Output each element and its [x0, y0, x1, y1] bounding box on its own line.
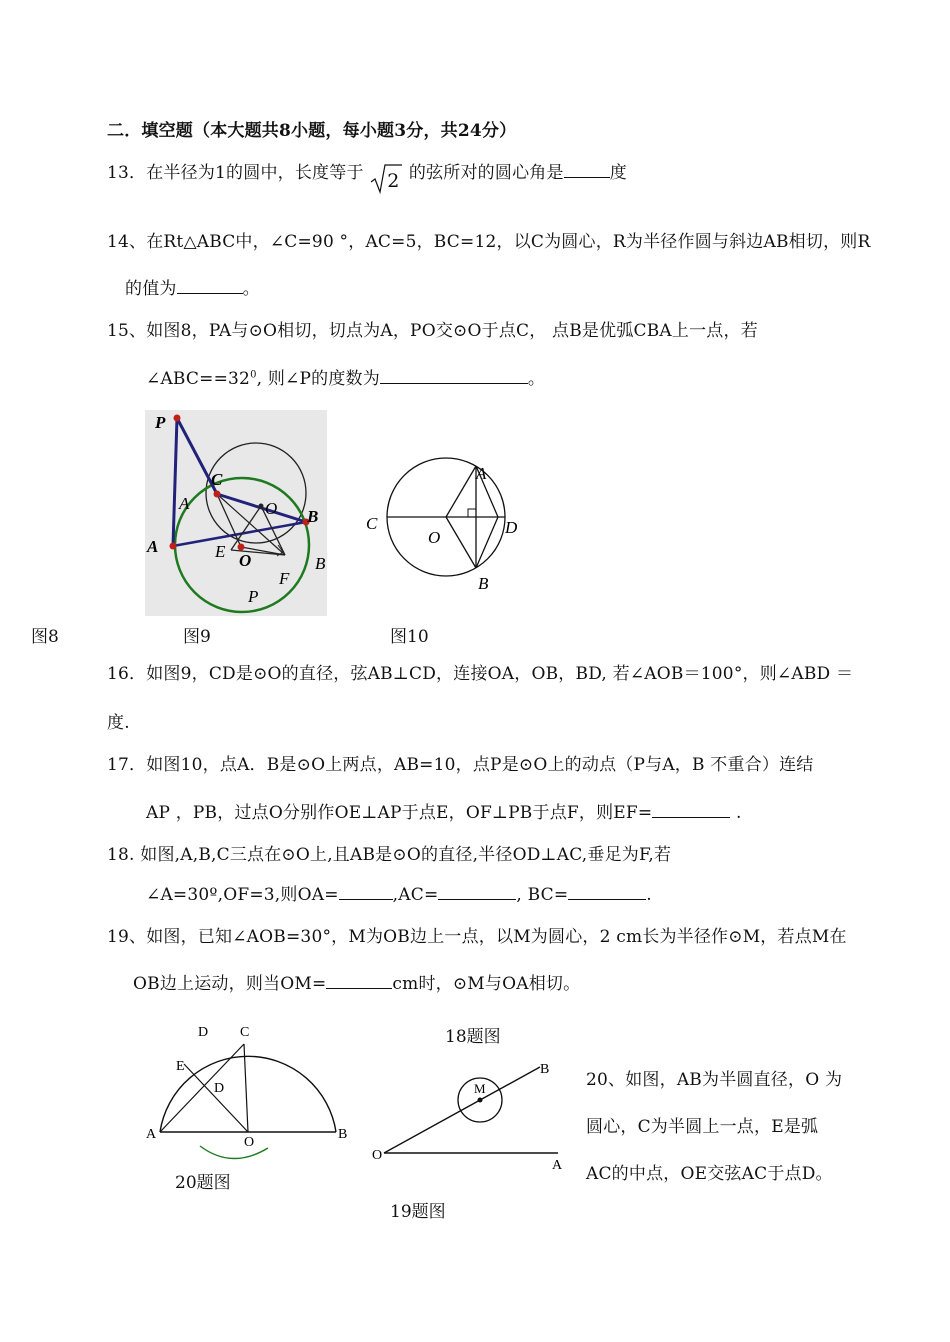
q18-line2	[146, 880, 652, 905]
q20-line1: 20、如图，AB为半圆直径，O 为	[586, 1070, 843, 1090]
q15-line2	[146, 364, 545, 389]
label-b: B	[338, 1127, 348, 1142]
q13-text-b: 的弦所对的圆心角是	[408, 163, 564, 183]
q19-line1: 19、如图，已知∠AOB=30°，M为OB边上一点，以M为圆心，2 cm长为半径作⊙M，若点M在	[107, 927, 847, 947]
label-a: A	[147, 537, 159, 556]
q15-text-c: 。	[527, 369, 546, 389]
point-c	[214, 491, 221, 498]
label-d-top: D	[198, 1025, 209, 1040]
line-ob	[446, 517, 476, 568]
question-13	[107, 158, 627, 192]
label-e: E	[215, 542, 226, 561]
q18-ac-blank[interactable]	[438, 885, 516, 900]
q13-text-a: 13．在半径为1的圆中，长度等于	[107, 163, 364, 183]
section-header: 二．填空题（本大题共8小题，每小题3分，共24分）	[107, 121, 517, 141]
label-p: P	[155, 413, 166, 432]
caption-fig20: 20题图	[175, 1173, 231, 1193]
label-b-lower: B	[315, 554, 326, 573]
q19-answer-blank[interactable]	[326, 974, 392, 989]
label-a: A	[146, 1127, 157, 1142]
q15-line1: 15、如图8，PA与⊙O相切，切点为A，PO交⊙O于点C， 点B是优弧CBA上一点，若	[107, 321, 758, 341]
green-arc-mark	[200, 1146, 268, 1159]
q15-superscript: 0	[250, 369, 257, 381]
right-angle-marker-fig10	[468, 509, 476, 517]
caption-fig19: 19题图	[390, 1202, 446, 1222]
q14-line1: 14、在Rt△ABC中，∠C=90 °，AC=5，BC=12，以C为圆心，R为半径作圆与斜边AB相切，则R	[107, 232, 871, 252]
label-a: A	[552, 1158, 563, 1173]
q18-bc-blank[interactable]	[568, 885, 646, 900]
caption-fig18: 18题图	[445, 1027, 501, 1047]
q18-text-d: .	[646, 885, 652, 905]
q16-line2: 度.	[107, 713, 130, 733]
q18-text-c: , BC=	[516, 885, 569, 905]
point-o-upper	[259, 504, 264, 509]
label-b: B	[307, 507, 319, 526]
label-a: A	[476, 464, 487, 483]
point-p	[174, 415, 181, 422]
label-m: M	[474, 1081, 486, 1096]
q17-answer-blank[interactable]	[652, 803, 730, 818]
chord-ac	[160, 1044, 244, 1132]
radicand: 2	[387, 169, 400, 192]
label-c: C	[240, 1025, 250, 1040]
caption-fig8: 图8	[31, 627, 59, 647]
figure-19-diagram	[368, 1055, 578, 1175]
figure-9-diagram	[145, 410, 327, 616]
q17-line1: 17．如图10，点A．B是⊙O上两点，AB=10，点P是⊙O上的动点（P与A，B 不重合）连结	[107, 755, 814, 775]
q14-text-b: 。	[242, 279, 260, 299]
q16-line1: 16．如图9，CD是⊙O的直径，弦AB⊥CD，连接OA，OB，BD, 若∠AOB＝100°，则∠ABD ＝	[107, 664, 854, 684]
q20-line2: 圆心，C为半圆上一点，E是弧	[586, 1117, 819, 1137]
label-o: O	[244, 1135, 255, 1150]
q15-text-a: ∠ABC==32	[146, 369, 251, 389]
point-a	[170, 543, 177, 550]
figure-10-diagram	[360, 455, 530, 595]
label-d: D	[505, 518, 518, 537]
q18-line1: 18. 如图,A,B,C三点在⊙O上,且AB是⊙O的直径,半径OD⊥AC,垂足为F,若	[107, 845, 672, 865]
q14-line2	[125, 274, 260, 299]
label-o: O	[428, 528, 441, 547]
point-m	[478, 1098, 483, 1103]
q17-text-a: AP ，PB，过点O分别作OE⊥AP于点E，OF⊥PB于点F，则EF=	[146, 803, 653, 823]
label-c: C	[366, 514, 378, 533]
figure-20-diagram	[140, 1020, 360, 1170]
q15-answer-blank[interactable]	[380, 369, 528, 384]
q13-text-c: 度	[609, 163, 627, 183]
label-o: O	[372, 1148, 383, 1163]
line-co	[244, 1044, 248, 1132]
q19-text-b: cm时，⊙M与OA相切。	[392, 974, 581, 994]
caption-fig10: 图10	[390, 627, 429, 647]
q17-text-b: .	[730, 803, 742, 823]
q17-line2	[146, 798, 742, 823]
sqrt-expression	[369, 164, 403, 192]
q14-answer-blank[interactable]	[177, 279, 243, 294]
label-c: C	[211, 470, 223, 489]
q18-text-b: ,AC=	[392, 885, 439, 905]
label-o-upper: O	[265, 499, 278, 518]
label-e: E	[176, 1059, 185, 1074]
ray-ob	[384, 1067, 540, 1153]
q19-line2	[133, 969, 580, 994]
q18-text-a: ∠A=30º,OF=3,则OA=	[146, 885, 339, 905]
q20-line3: AC的中点，OE交弦AC于点D。	[586, 1164, 833, 1184]
q19-text-a: OB边上运动，则当OM=	[133, 974, 327, 994]
label-d: D	[214, 1081, 225, 1096]
label-p-lower: P	[248, 587, 259, 606]
point-o-lower	[238, 544, 245, 551]
q14-text-a: 的值为	[125, 279, 177, 299]
label-f: F	[279, 569, 290, 588]
caption-fig9: 图9	[183, 627, 211, 647]
q15-text-b: , 则∠P的度数为	[256, 369, 380, 389]
label-b: B	[478, 574, 489, 593]
label-o-lower: O	[239, 551, 252, 570]
line-bd	[476, 517, 498, 568]
label-b: B	[540, 1062, 550, 1077]
q13-answer-blank[interactable]	[564, 163, 610, 178]
label-a-inner: A	[179, 494, 190, 513]
q18-oa-blank[interactable]	[339, 885, 393, 900]
